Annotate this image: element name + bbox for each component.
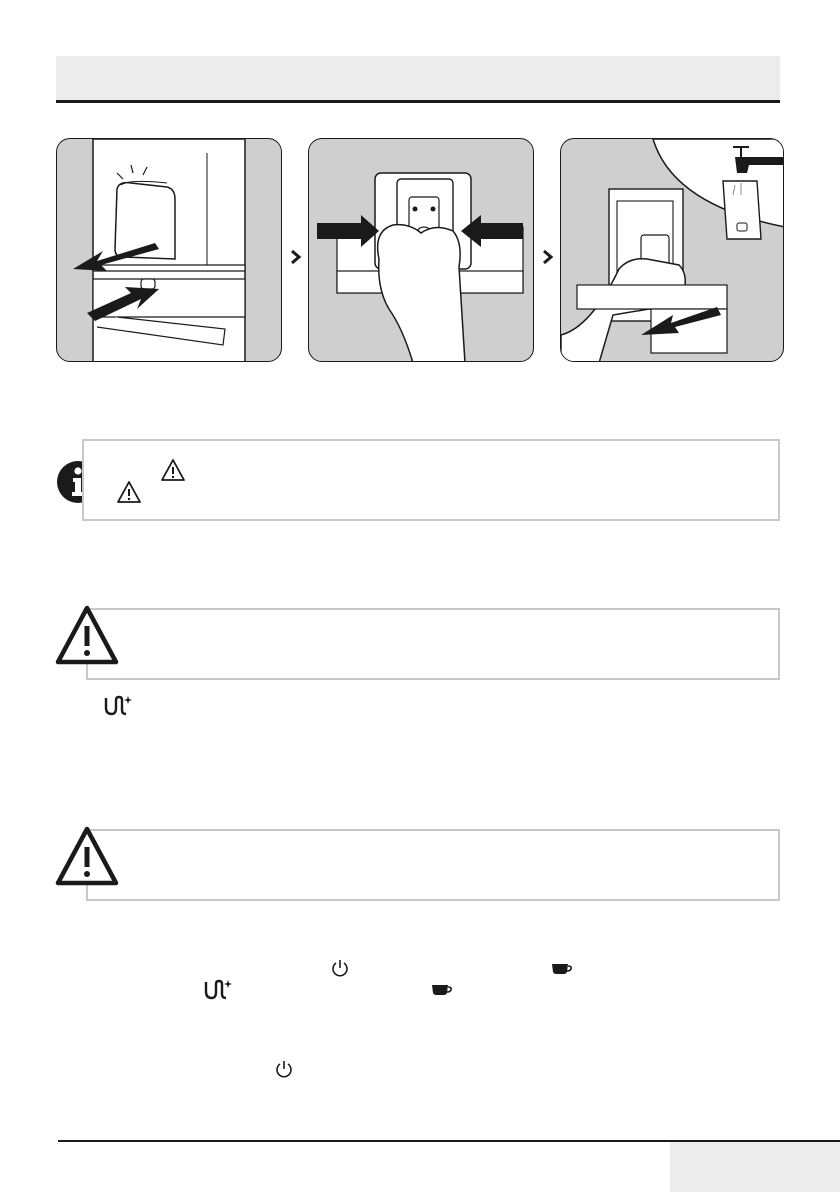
info-note-box — [82, 439, 780, 521]
power-icon — [274, 1059, 294, 1079]
warning-box — [86, 608, 780, 680]
step-1-illustration — [56, 138, 282, 362]
cup-icon — [430, 983, 454, 997]
warning-icon — [160, 458, 186, 482]
step-3-illustration — [560, 138, 784, 362]
step-2-illustration — [308, 138, 534, 362]
warning-icon — [54, 604, 120, 666]
warning-box — [86, 829, 780, 901]
descale-icon — [104, 694, 134, 716]
chevron-right-icon — [540, 249, 556, 265]
descale-icon — [204, 978, 234, 1000]
header-rule — [56, 100, 780, 103]
warning-icon — [116, 480, 142, 504]
power-icon — [330, 958, 350, 978]
page-number-tab — [670, 1142, 840, 1192]
chevron-right-icon — [288, 249, 304, 265]
cup-icon — [550, 962, 574, 976]
warning-icon — [54, 825, 120, 887]
section-header-bar — [56, 56, 780, 100]
